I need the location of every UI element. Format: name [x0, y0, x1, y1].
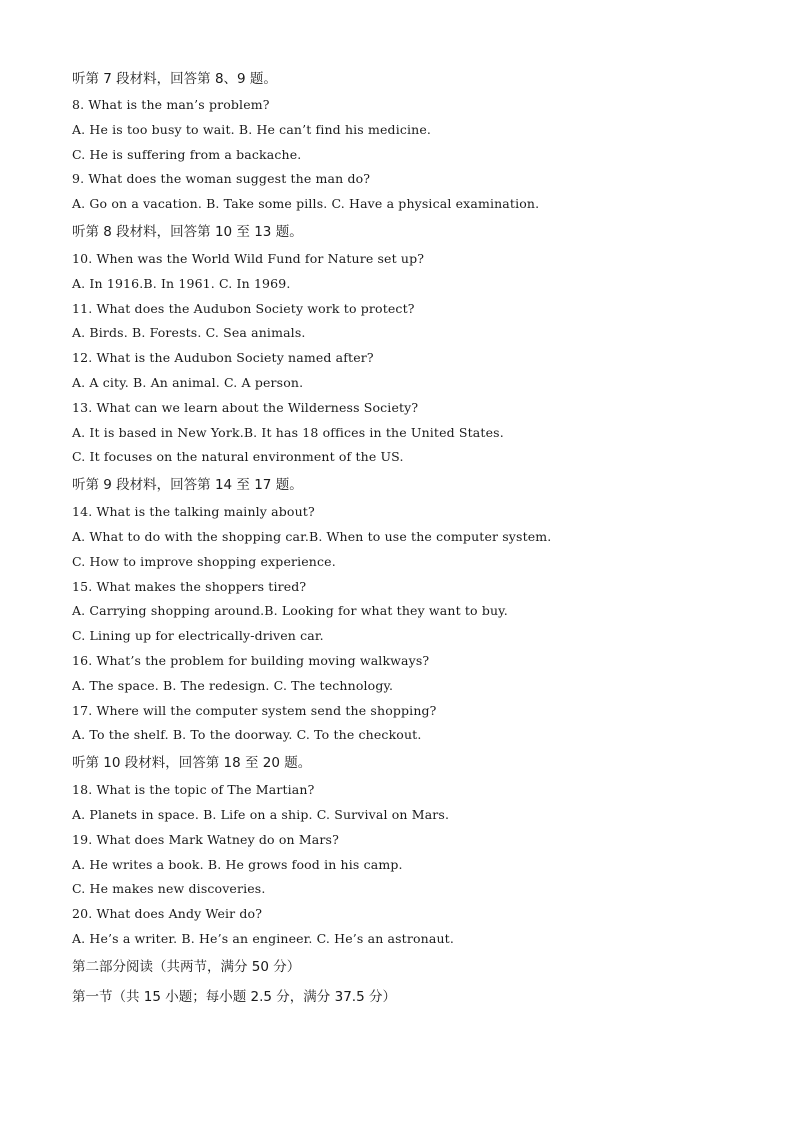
question-11-options: A. Birds. B. Forests. C. Sea animals.: [72, 325, 306, 341]
question-8: 8. What is the man’s problem?: [72, 97, 270, 112]
question-15-option-c: C. Lining up for electrically-driven car.: [72, 628, 324, 644]
question-16: 16. What’s the problem for building moving walkways?: [72, 652, 430, 668]
question-20-options: A. He’s a writer. B. He’s an engineer. C. He’s an astronaut.: [72, 930, 454, 946]
section-heading-part7: 听第 7 段材料，回答第 8、9 题。: [72, 71, 277, 87]
question-13-options-ab: A. It is based in New York.B. It has 18 offices in the United States.: [72, 424, 504, 440]
section-heading-part10: 听第 10 段材料，回答第 18 至 20 题。: [72, 755, 312, 772]
question-12-options: A. A city. B. An animal. C. A person.: [72, 374, 304, 390]
question-13: 13. What can we learn about the Wilderness Society?: [72, 399, 419, 415]
question-10-options: A. In 1916.B. In 1961. C. In 1969.: [72, 275, 291, 291]
question-13-option-c: C. It focuses on the natural environment of the US.: [72, 449, 404, 465]
question-19-option-c: C. He makes new discoveries.: [72, 881, 266, 897]
question-12: 12. What is the Audubon Society named after?: [72, 350, 374, 366]
question-19: 19. What does Mark Watney do on Mars?: [72, 831, 339, 847]
question-15-options-ab: A. Carrying shopping around.B. Looking for what they want to buy.: [72, 603, 508, 619]
question-16-options: A. The space. B. The redesign. C. The technology.: [72, 677, 394, 693]
question-14-options-ab: A. What to do with the shopping car.B. When to use the computer system.: [72, 528, 552, 544]
question-18: 18. What is the topic of The Martian?: [72, 782, 315, 798]
part-two-reading-heading: 第二部分阅读（共两节，满分 50 分）: [72, 958, 301, 975]
question-15: 15. What makes the shoppers tired?: [72, 578, 307, 594]
question-19-options-ab: A. He writes a book. B. He grows food in his camp.: [72, 856, 403, 872]
question-20: 20. What does Andy Weir do?: [72, 906, 263, 922]
section-one-heading: 第一节（共 15 小题；每小题 2.5 分，满分 37.5 分）: [72, 988, 396, 1005]
question-14-option-c: C. How to improve shopping experience.: [72, 553, 336, 569]
question-9: 9. What does the woman suggest the man do?: [72, 171, 371, 187]
question-10: 10. When was the World Wild Fund for Nature set up?: [72, 250, 425, 266]
question-17: 17. Where will the computer system send the shopping?: [72, 702, 437, 718]
question-14: 14. What is the talking mainly about?: [72, 504, 315, 520]
question-17-options: A. To the shelf. B. To the doorway. C. To the checkout.: [72, 727, 422, 743]
question-18-options: A. Planets in space. B. Life on a ship. C. Survival on Mars.: [72, 806, 450, 822]
question-11: 11. What does the Audubon Society work to protect?: [72, 300, 415, 316]
question-9-options: A. Go on a vacation. B. Take some pills. C. Have a physical examination.: [72, 196, 540, 212]
question-8-option-c: C. He is suffering from a backache.: [72, 146, 302, 162]
question-8-options-ab: A. He is too busy to wait. B. He can’t find his medicine.: [72, 121, 432, 137]
section-heading-part9: 听第 9 段材料，回答第 14 至 17 题。: [72, 477, 303, 494]
section-heading-part8: 听第 8 段材料，回答第 10 至 13 题。: [72, 223, 303, 240]
document-body: [72, 65, 752, 1012]
